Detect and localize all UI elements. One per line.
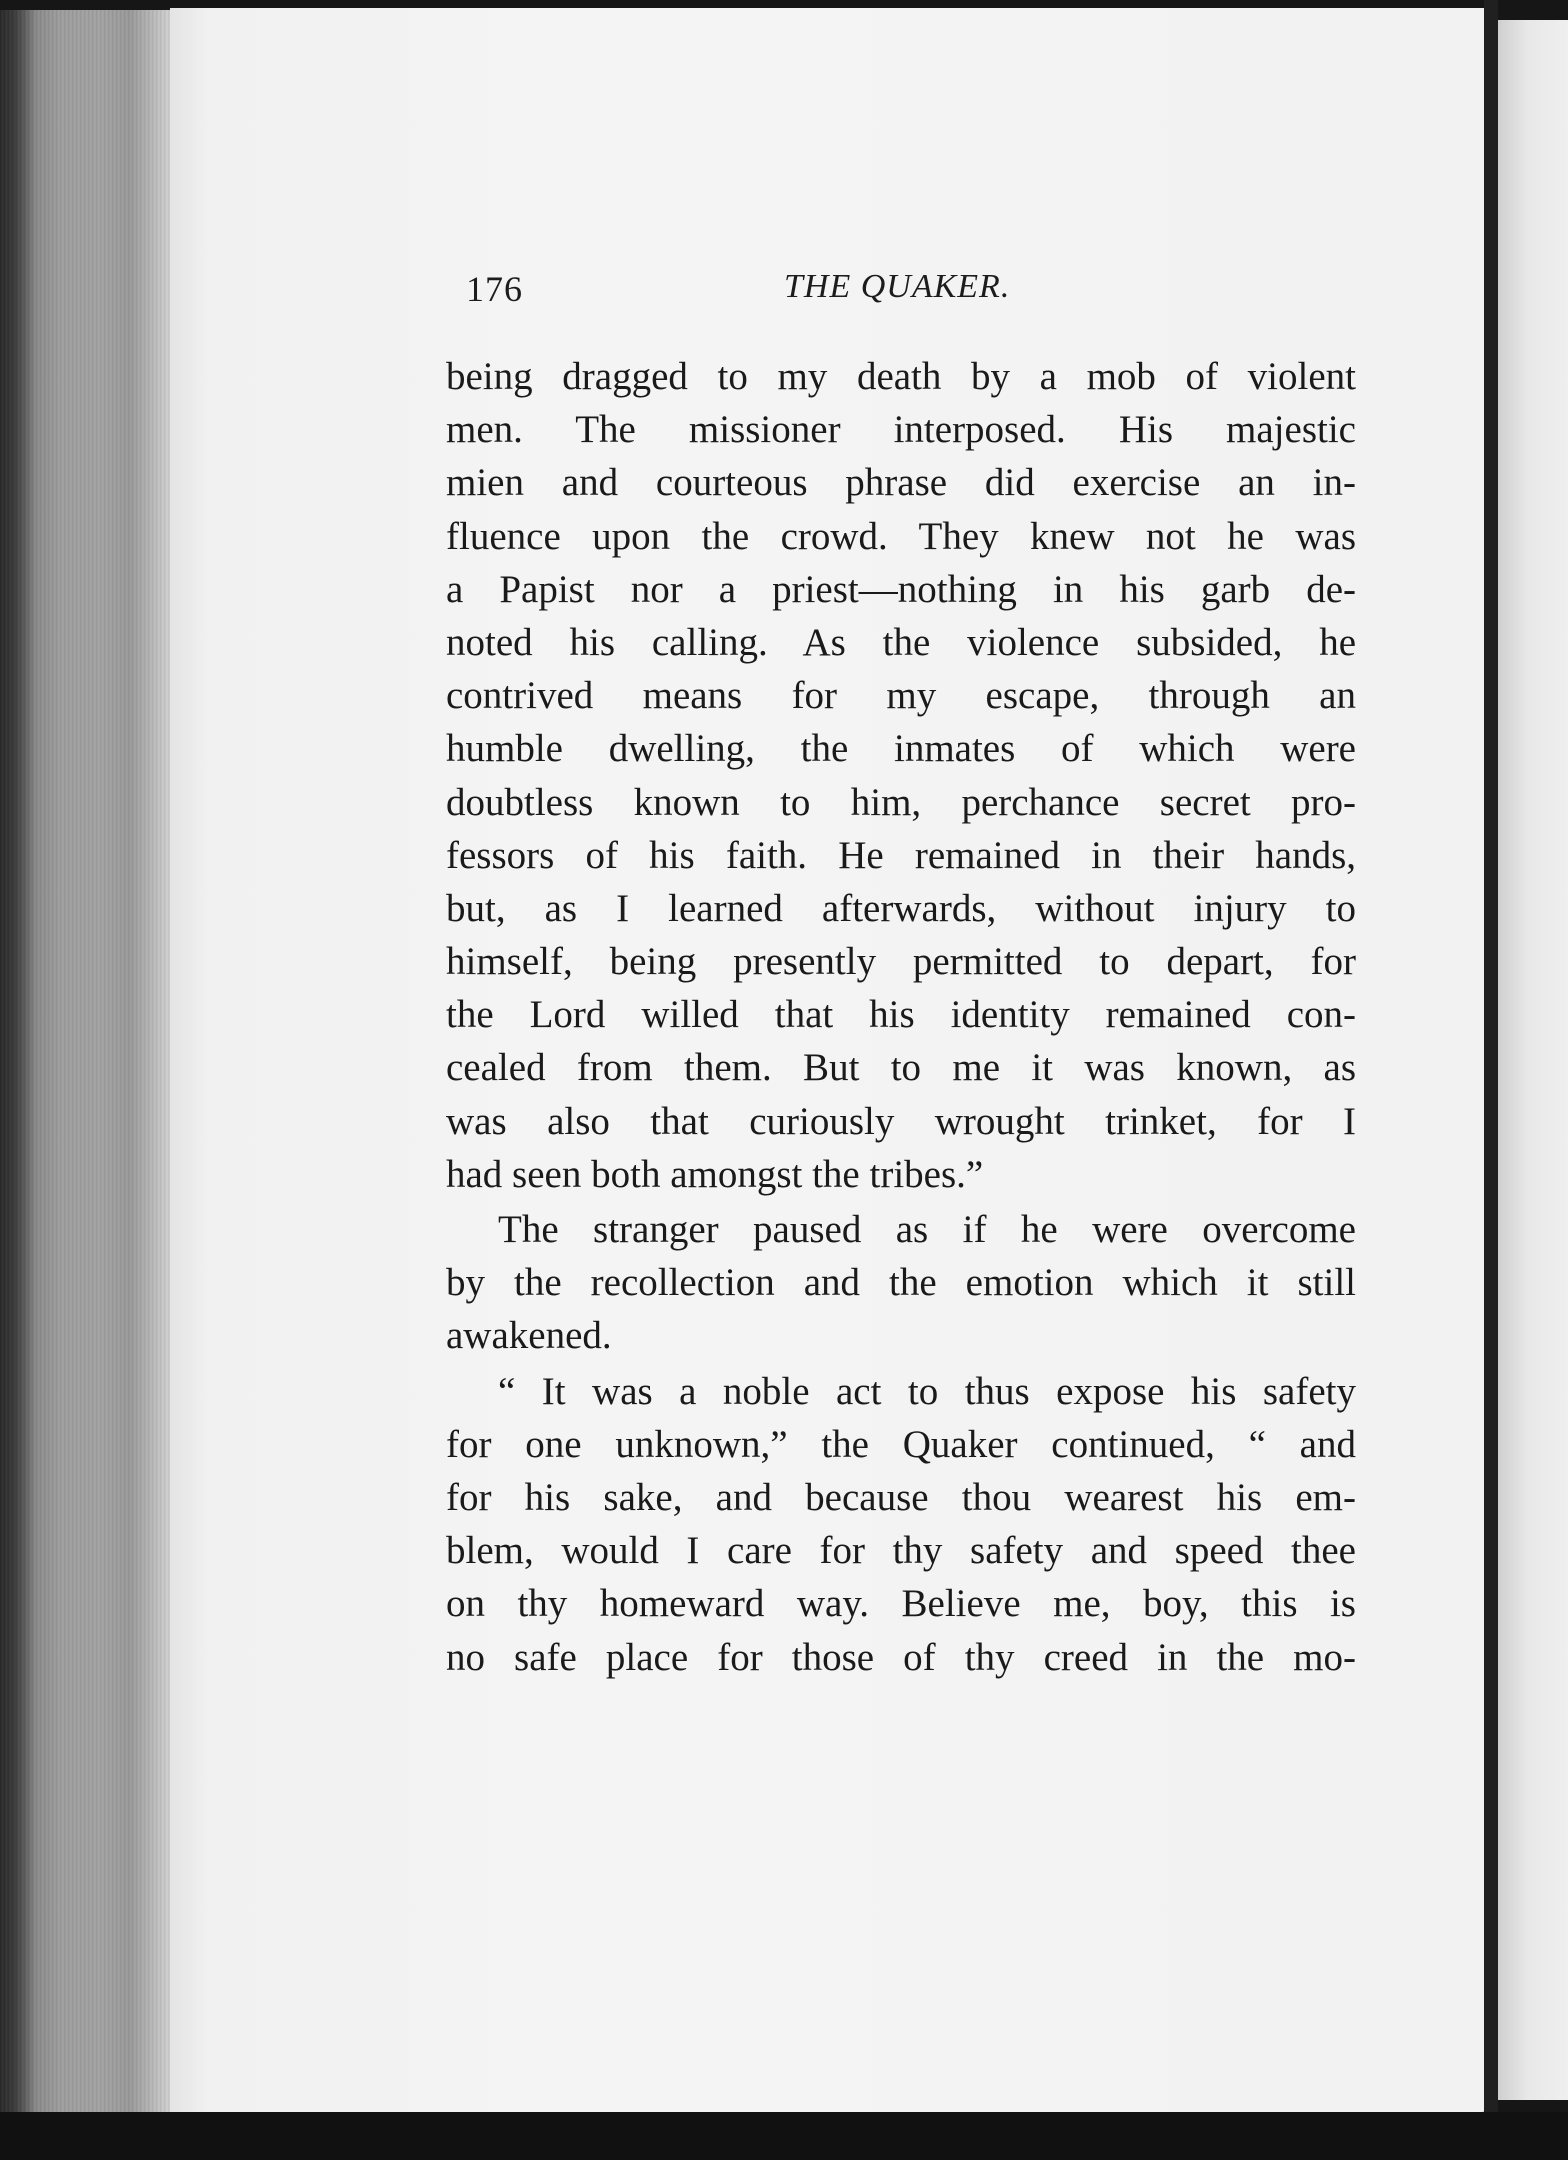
text-line: men. The missioner interposed. His majestic: [446, 408, 1356, 452]
text-line: cealed from them. But to me it was known, as: [446, 1046, 1356, 1090]
running-title: THE QUAKER.: [784, 268, 1011, 305]
text-line: humble dwelling, the inmates of which were: [446, 727, 1356, 771]
text-line: mien and courteous phrase did exercise an in-: [446, 461, 1356, 505]
text-line: a Papist nor a priest—nothing in his garb de-: [446, 567, 1356, 611]
page-number: 176: [466, 269, 523, 309]
text-line: but, as I learned afterwards, without injury to: [446, 886, 1356, 930]
text-line: himself, being presently permitted to depart, for: [446, 940, 1356, 984]
text-line: noted his calling. As the violence subsided, he: [446, 620, 1356, 664]
text-line: for his sake, and because thou wearest his em-: [446, 1475, 1356, 1519]
text-line: being dragged to my death by a mob of violent: [446, 355, 1356, 398]
text-line: “ It was a noble act to thus expose his safety: [498, 1369, 1356, 1413]
text-line: was also that curiously wrought trinket, for I: [446, 1099, 1356, 1143]
body-text: [446, 350, 1356, 1684]
page-edges-stack: [0, 10, 190, 2120]
text-line: fluence upon the crowd. They knew not he was: [446, 514, 1356, 558]
facing-page-edge: [1498, 20, 1568, 2100]
book-gutter: [1484, 0, 1498, 2160]
running-header: [466, 268, 1346, 318]
text-line: the Lord willed that his identity remained con-: [446, 993, 1356, 1037]
text-line: contrived means for my escape, through an: [446, 674, 1356, 718]
text-line: no safe place for those of thy creed in the mo-: [446, 1635, 1356, 1679]
text-line: by the recollection and the emotion which it still: [446, 1261, 1356, 1305]
text-line: doubtless known to him, perchance secret pro-: [446, 780, 1356, 824]
scan-bottom-border: [0, 2112, 1568, 2160]
text-line: for one unknown,” the Quaker continued, “ and: [446, 1422, 1356, 1466]
text-line: on thy homeward way. Believe me, boy, this is: [446, 1582, 1356, 1626]
text-line: awakened.: [446, 1314, 612, 1358]
text-line: had seen both amongst the tribes.”: [446, 1152, 984, 1196]
text-line: blem, would I care for thy safety and speed thee: [446, 1529, 1356, 1573]
text-line: fessors of his faith. He remained in their hands,: [446, 833, 1356, 877]
text-line: The stranger paused as if he were overcome: [498, 1208, 1356, 1251]
